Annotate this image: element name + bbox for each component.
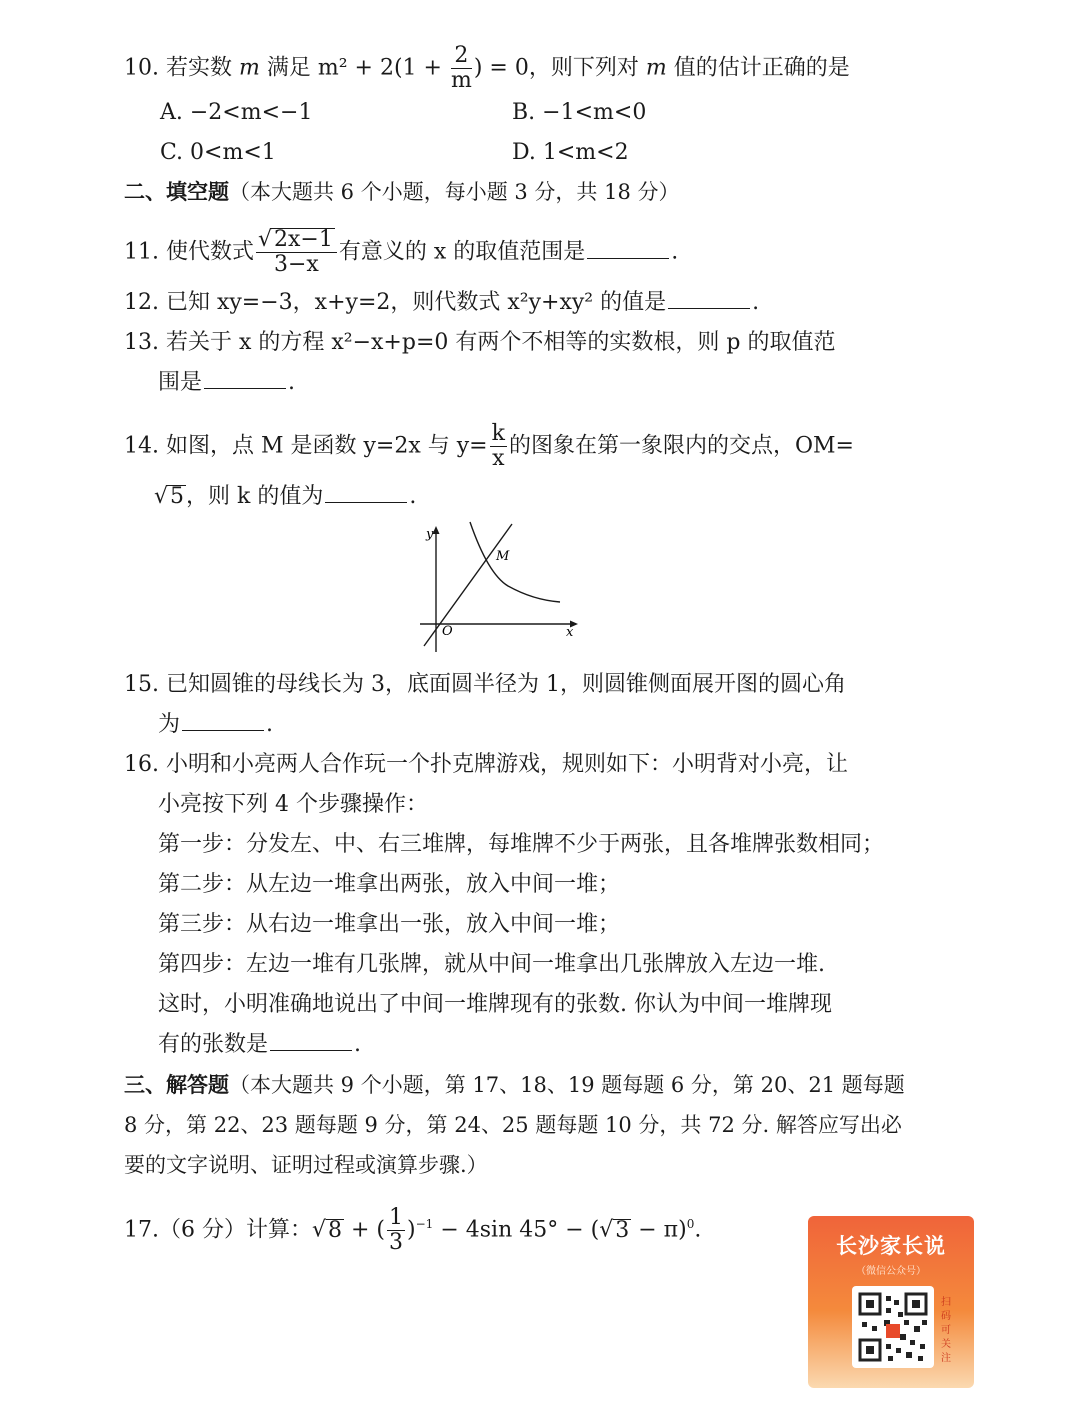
q16-last: 有的张数是 . — [158, 1032, 362, 1057]
q16-step1: 第一步：分发左、中、右三堆牌，每堆牌不少于两张，且各堆牌张数相同； — [158, 832, 885, 857]
q16-line7: 这时，小明准确地说出了中间一堆牌现有的张数. 你认为中间一堆牌现 — [158, 992, 832, 1017]
line-y-2x — [424, 524, 512, 646]
q17: 17.（6 分）计算：√8 + ( $\frac{1}{3}$ )$^{-1}$ − 4sin $45^\circ - (√3 - \pi)^0$. — [124, 1205, 702, 1255]
q16-answer-blank[interactable] — [270, 1030, 352, 1051]
q14-answer-blank[interactable] — [325, 482, 407, 503]
promo-subtitle: （微信公众号） — [856, 1266, 926, 1277]
q16-step2: 第二步：从左边一堆拿出两张，放入中间一堆； — [158, 872, 621, 897]
q13-line1: 13. 若关于 x 的方程 x²−x+p=0 有两个不相等的实数根，则 p 的取值范 — [124, 330, 836, 355]
y-axis-arrow-icon — [433, 526, 440, 534]
q14-fraction: $\frac{k}{x}$ — [491, 421, 505, 471]
q10-option-b: B. −1<m<0 — [512, 100, 647, 125]
qr-code-icon — [852, 1286, 934, 1368]
q16-line2: 小亮按下列 4 个步骤操作： — [158, 792, 428, 817]
q12: 12. 已知 xy=−3，x+y=2，则代数式 x²y+xy² 的值是 . — [124, 290, 760, 315]
section3-heading: 三、解答题（本大题共 9 个小题，第 17、18、19 题每题 6 分，第 20、21 题每题 — [124, 1072, 905, 1097]
q17-fraction: $\frac{1}{3}$ — [389, 1205, 404, 1255]
q15-answer-blank[interactable] — [182, 710, 264, 731]
section3-line2: 8 分，第 22、23 题每题 9 分，第 24、25 题每题 10 分，共 72 分. 解答应写出必 — [124, 1113, 902, 1137]
q14-figure — [408, 516, 584, 658]
q14-line1: 14. 如图，点 M 是函数 y=2x 与 y= $\frac{k}{x}$ 的图象在第一象限内的交点，OM= — [124, 421, 854, 471]
origin-label: O — [442, 624, 453, 639]
q10-stem: 10. 若实数 m 满足 m² + 2(1 + $\frac{2}{m}$ ) = 0，则下列对 m 值的估计正确的是 — [124, 43, 850, 93]
q10-option-a: A. −2<m<−1 — [160, 100, 313, 125]
qr-card — [852, 1286, 934, 1368]
q10-option-c: C. 0<m<1 — [160, 140, 276, 165]
q12-answer-blank[interactable] — [668, 288, 750, 309]
q13-answer-blank[interactable] — [204, 368, 286, 389]
x-axis-label: x — [566, 625, 574, 640]
q15-line1: 15. 已知圆锥的母线长为 3，底面圆半径为 1，则圆锥侧面展开图的圆心角 — [124, 672, 846, 697]
q13-line2: 围是 . — [158, 370, 296, 395]
q11-fraction: $\frac{√2x-1}{3-x}$ — [256, 228, 337, 277]
q16-line1: 16. 小明和小亮两人合作玩一个扑克牌游戏，规则如下：小明背对小亮，让 — [124, 752, 848, 777]
promo-scan-hint: 扫码可关注 — [941, 1297, 951, 1364]
q10-option-d: D. 1<m<2 — [512, 140, 629, 165]
q16-step3: 第三步：从右边一堆拿出一张，放入中间一堆； — [158, 912, 621, 937]
y-axis-label: y — [426, 527, 434, 542]
q15-line2: 为 . — [158, 712, 274, 737]
promo-title: 长沙家长说 — [836, 1234, 946, 1258]
point-m-label: M — [496, 549, 510, 564]
wechat-promo-card[interactable] — [808, 1216, 974, 1388]
q11-answer-blank[interactable] — [587, 238, 669, 259]
q11: 11. 使代数式 $\frac{√2x-1}{3-x}$ 有意义的 x 的取值范围是 . — [124, 227, 679, 277]
q16-step4: 第四步：左边一堆有几张牌，就从中间一堆拿出几张牌放入左边一堆. — [158, 952, 825, 977]
q14-line2: √5，则 k 的值为 . — [154, 484, 417, 509]
section3-line3: 要的文字说明、证明过程或演算步骤.） — [124, 1153, 488, 1177]
hyperbola-curve — [470, 522, 560, 602]
section2-heading: 二、填空题（本大题共 6 个小题，每小题 3 分，共 18 分） — [124, 179, 680, 204]
q10-fraction: $\frac{2}{m}$ — [450, 43, 472, 93]
